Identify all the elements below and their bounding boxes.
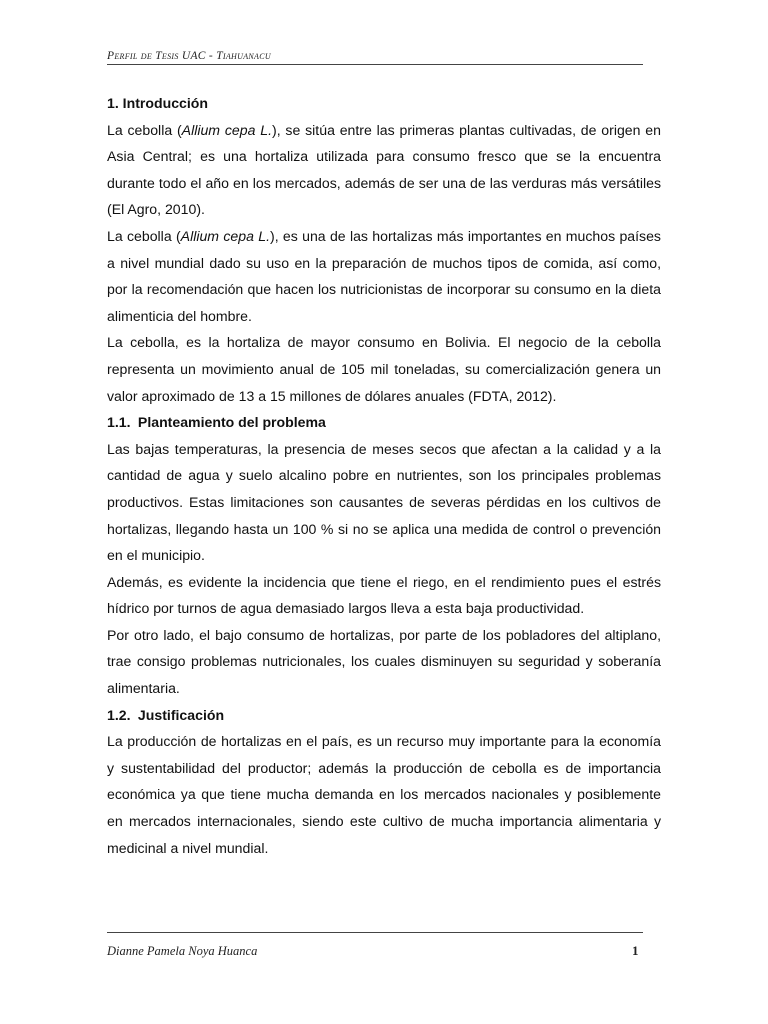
footer-divider [107,932,643,933]
paragraph-intro-2 [107,223,661,329]
section-heading-planteamiento [107,409,661,436]
paragraph-text: ), se sitúa entre las primeras plantas cultivadas, de origen en Asia Central; es una hortaliza utilizada para consumo fresco que se la encuentra durante todo el año en los mercados, además de ser una de las verduras más versátiles (El Agro, 2010). [107,121,661,218]
section-number: 1.2. [107,706,131,723]
document-body [107,90,661,861]
section-title: Planteamiento del problema [137,414,326,431]
paragraph-text: La cebolla ( [107,227,181,244]
paragraph-intro-1 [107,117,661,223]
paragraph-problem-3: Por otro lado, el bajo consumo de hortalizas, por parte de los pobladores del altiplano, trae consigo problemas nutricionales, los cuales disminuyen su seguridad y soberanía alimentaria. [107,626,661,697]
section-number: 1.1. [107,414,131,431]
paragraph-text: La cebolla ( [107,121,182,138]
section-heading-introduccion: 1. Introducción [107,95,209,111]
paragraph-justification-1: La producción de hortalizas en el país, es un recurso muy importante para la economía y sustentabilidad del productor; además la producción de cebolla es de importancia económica ya que tiene mucha demanda en los mercados nacionales y posiblemente en mercados internacionales, siendo este cultivo de mucha importancia alimentaria y medicinal a nivel mundial. [107,733,661,856]
paragraph-problem-1: Las bajas temperaturas, la presencia de meses secos que afectan a la calidad y a la cantidad de agua y suelo alcalino pobre en nutrientes, son los principales problemas productivos. Estas limitaciones son causantes de severas pérdidas en los cultivos de hortalizas, llegando hasta un 100 % si no se aplica una medida de control o prevención en el municipio. [107,440,661,564]
paragraph-text: ), es una de las hortalizas más importantes en muchos países a nivel mundial dado su uso en la preparación de muchos tipos de comida, así como, por la recomendación que hacen los nutricionistas de incorporar su consumo en la dieta alimenticia del hombre. [107,227,661,324]
footer-author: Dianne Pamela Noya Huanca [107,944,258,958]
paragraph-intro-3: La cebolla, es la hortaliza de mayor consumo en Bolivia. El negocio de la cebolla representa un movimiento anual de 105 mil toneladas, su comercialización genera un valor aproximado de 13 a 15 millones de dólares anuales (FDTA, 2012). [107,334,661,404]
page-header [107,46,643,65]
section-heading-justificacion [107,702,661,729]
section-title: Justificación [137,706,225,723]
page-number: 1 [632,943,639,958]
scientific-name: Allium cepa L. [181,121,272,138]
scientific-name: Allium cepa L. [180,227,270,244]
paragraph-problem-2: Además, es evidente la incidencia que tiene el riego, en el rendimiento pues el estrés hídrico por turnos de agua demasiado largos lleva a esta baja productividad. [107,573,661,617]
header-title: Perfil de Tesis UAC - Tiahuanacu [107,50,271,62]
